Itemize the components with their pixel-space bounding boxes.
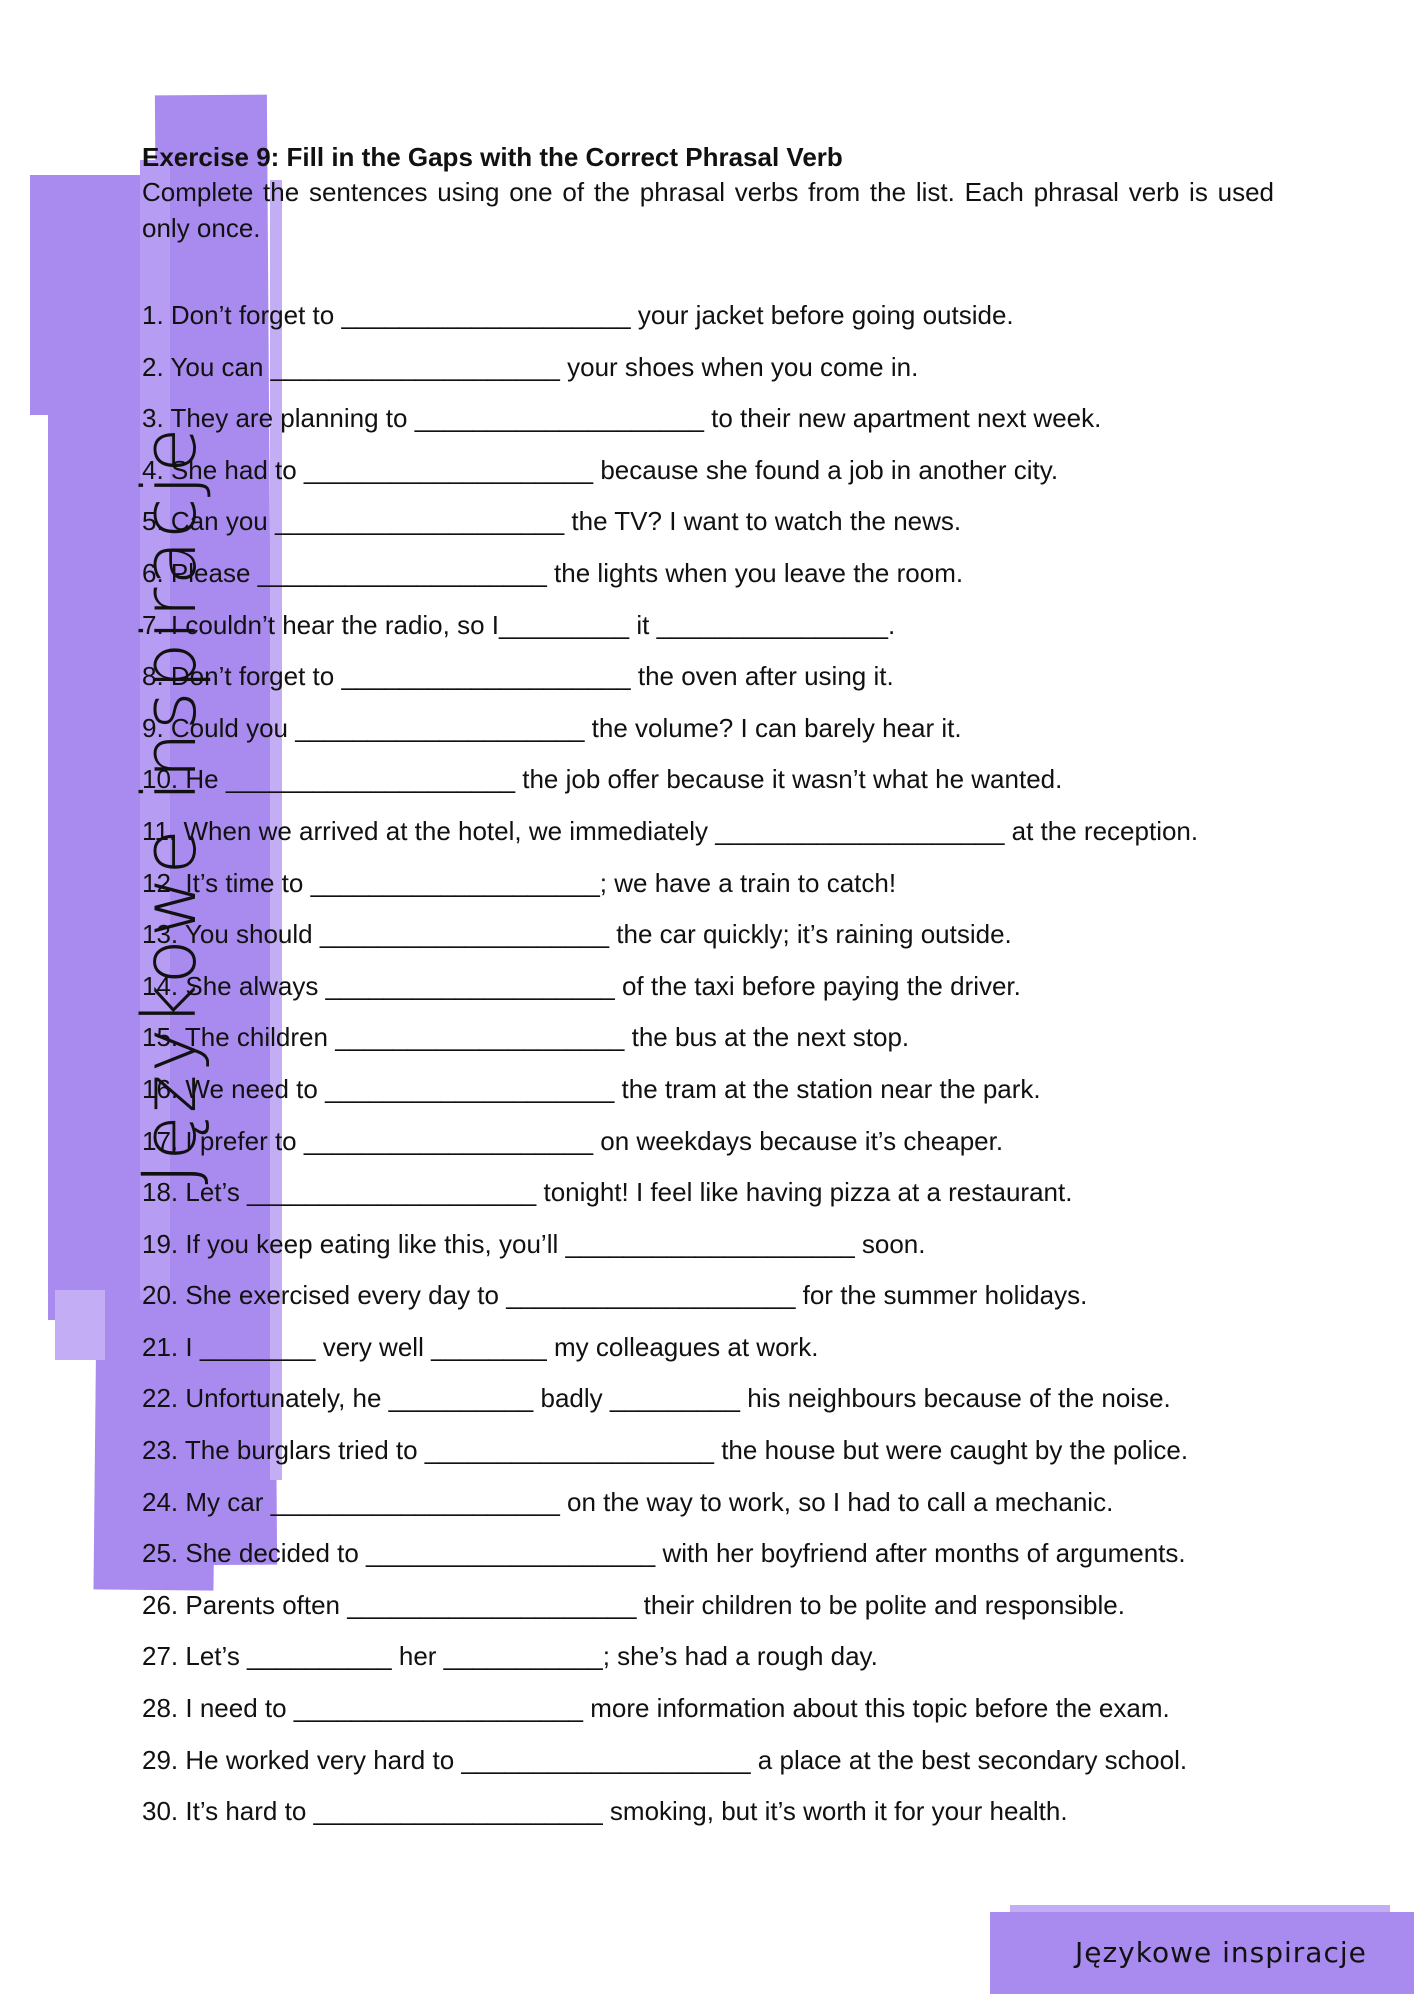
question-item: 24. My car ____________________ on the way to work, so I had to call a mechanic. [142,1486,1114,1517]
question-item: 30. It’s hard to ____________________ smoking, but it’s worth it for your health. [142,1796,1068,1827]
question-item: 2. You can ____________________ your shoes when you come in. [142,351,919,382]
question-item: 16. We need to ____________________ the tram at the station near the park. [142,1073,1041,1104]
question-item: 8. Don’t forget to ____________________ the oven after using it. [142,661,894,692]
question-item: 23. The burglars tried to ____________________ the house but were caught by the police. [142,1435,1189,1466]
question-item: 21. I ________ very well ________ my colleagues at work. [142,1331,819,1362]
exercise-content [142,140,1274,1838]
question-item: 22. Unfortunately, he __________ badly _________ his neighbours because of the noise. [142,1383,1171,1414]
question-item: 10. He ____________________ the job offer because it wasn’t what he wanted. [142,764,1063,795]
question-item: 25. She decided to ____________________ with her boyfriend after months of arguments. [142,1538,1186,1569]
question-item: 15. The children ____________________ the bus at the next stop. [142,1022,910,1053]
question-item: 9. Could you ____________________ the volume? I can barely hear it. [142,712,962,743]
question-item: 26. Parents often ____________________ their children to be polite and responsible. [142,1589,1125,1620]
question-item: 13. You should ____________________ the car quickly; it’s raining outside. [142,919,1012,950]
question-item: 3. They are planning to ____________________ to their new apartment next week. [142,403,1102,434]
question-item: 20. She exercised every day to ____________________ for the summer holidays. [142,1280,1088,1311]
question-item: 1. Don’t forget to ____________________ your jacket before going outside. [142,300,1014,330]
vertical-brand-logo: Językowe inspiracje [127,425,213,1185]
exercise-title: Exercise 9: Fill in the Gaps with the Correct Phrasal Verb [142,142,843,172]
question-item: 19. If you keep eating like this, you’ll ____________________ soon. [142,1228,926,1259]
question-item: 29. He worked very hard to ____________________ a place at the best secondary school. [142,1744,1188,1775]
question-item: 17. I prefer to ____________________ on weekdays because it’s cheaper. [142,1125,1004,1156]
question-item: 5. Can you ____________________ the TV? I want to watch the news. [142,506,962,537]
exercise-instructions: Complete the sentences using one of the phrasal verbs from the list. Each phrasal verb is used only once. [142,177,1274,243]
brush-decoration [55,1290,105,1360]
question-item: 4. She had to ____________________ because she found a job in another city. [142,454,1059,485]
question-list [142,290,1274,1838]
question-item: 6. Please ____________________ the lights when you leave the room. [142,557,964,588]
question-item: 28. I need to ____________________ more information about this topic before the exam. [142,1693,1170,1724]
question-item: 14. She always ____________________ of the taxi before paying the driver. [142,970,1021,1001]
question-item: 7. I couldn’t hear the radio, so I_________ it ________________. [142,609,896,640]
footer-brand-logo: Językowe inspiracje [1075,1936,1367,1969]
question-item: 18. Let’s ____________________ tonight! I feel like having pizza at a restaurant. [142,1177,1073,1208]
question-item: 11. When we arrived at the hotel, we immediately ____________________ at the reception. [142,815,1199,846]
question-item: 12. It’s time to ____________________; we have a train to catch! [142,867,897,898]
question-item: 27. Let’s __________ her ___________; she’s had a rough day. [142,1641,878,1672]
